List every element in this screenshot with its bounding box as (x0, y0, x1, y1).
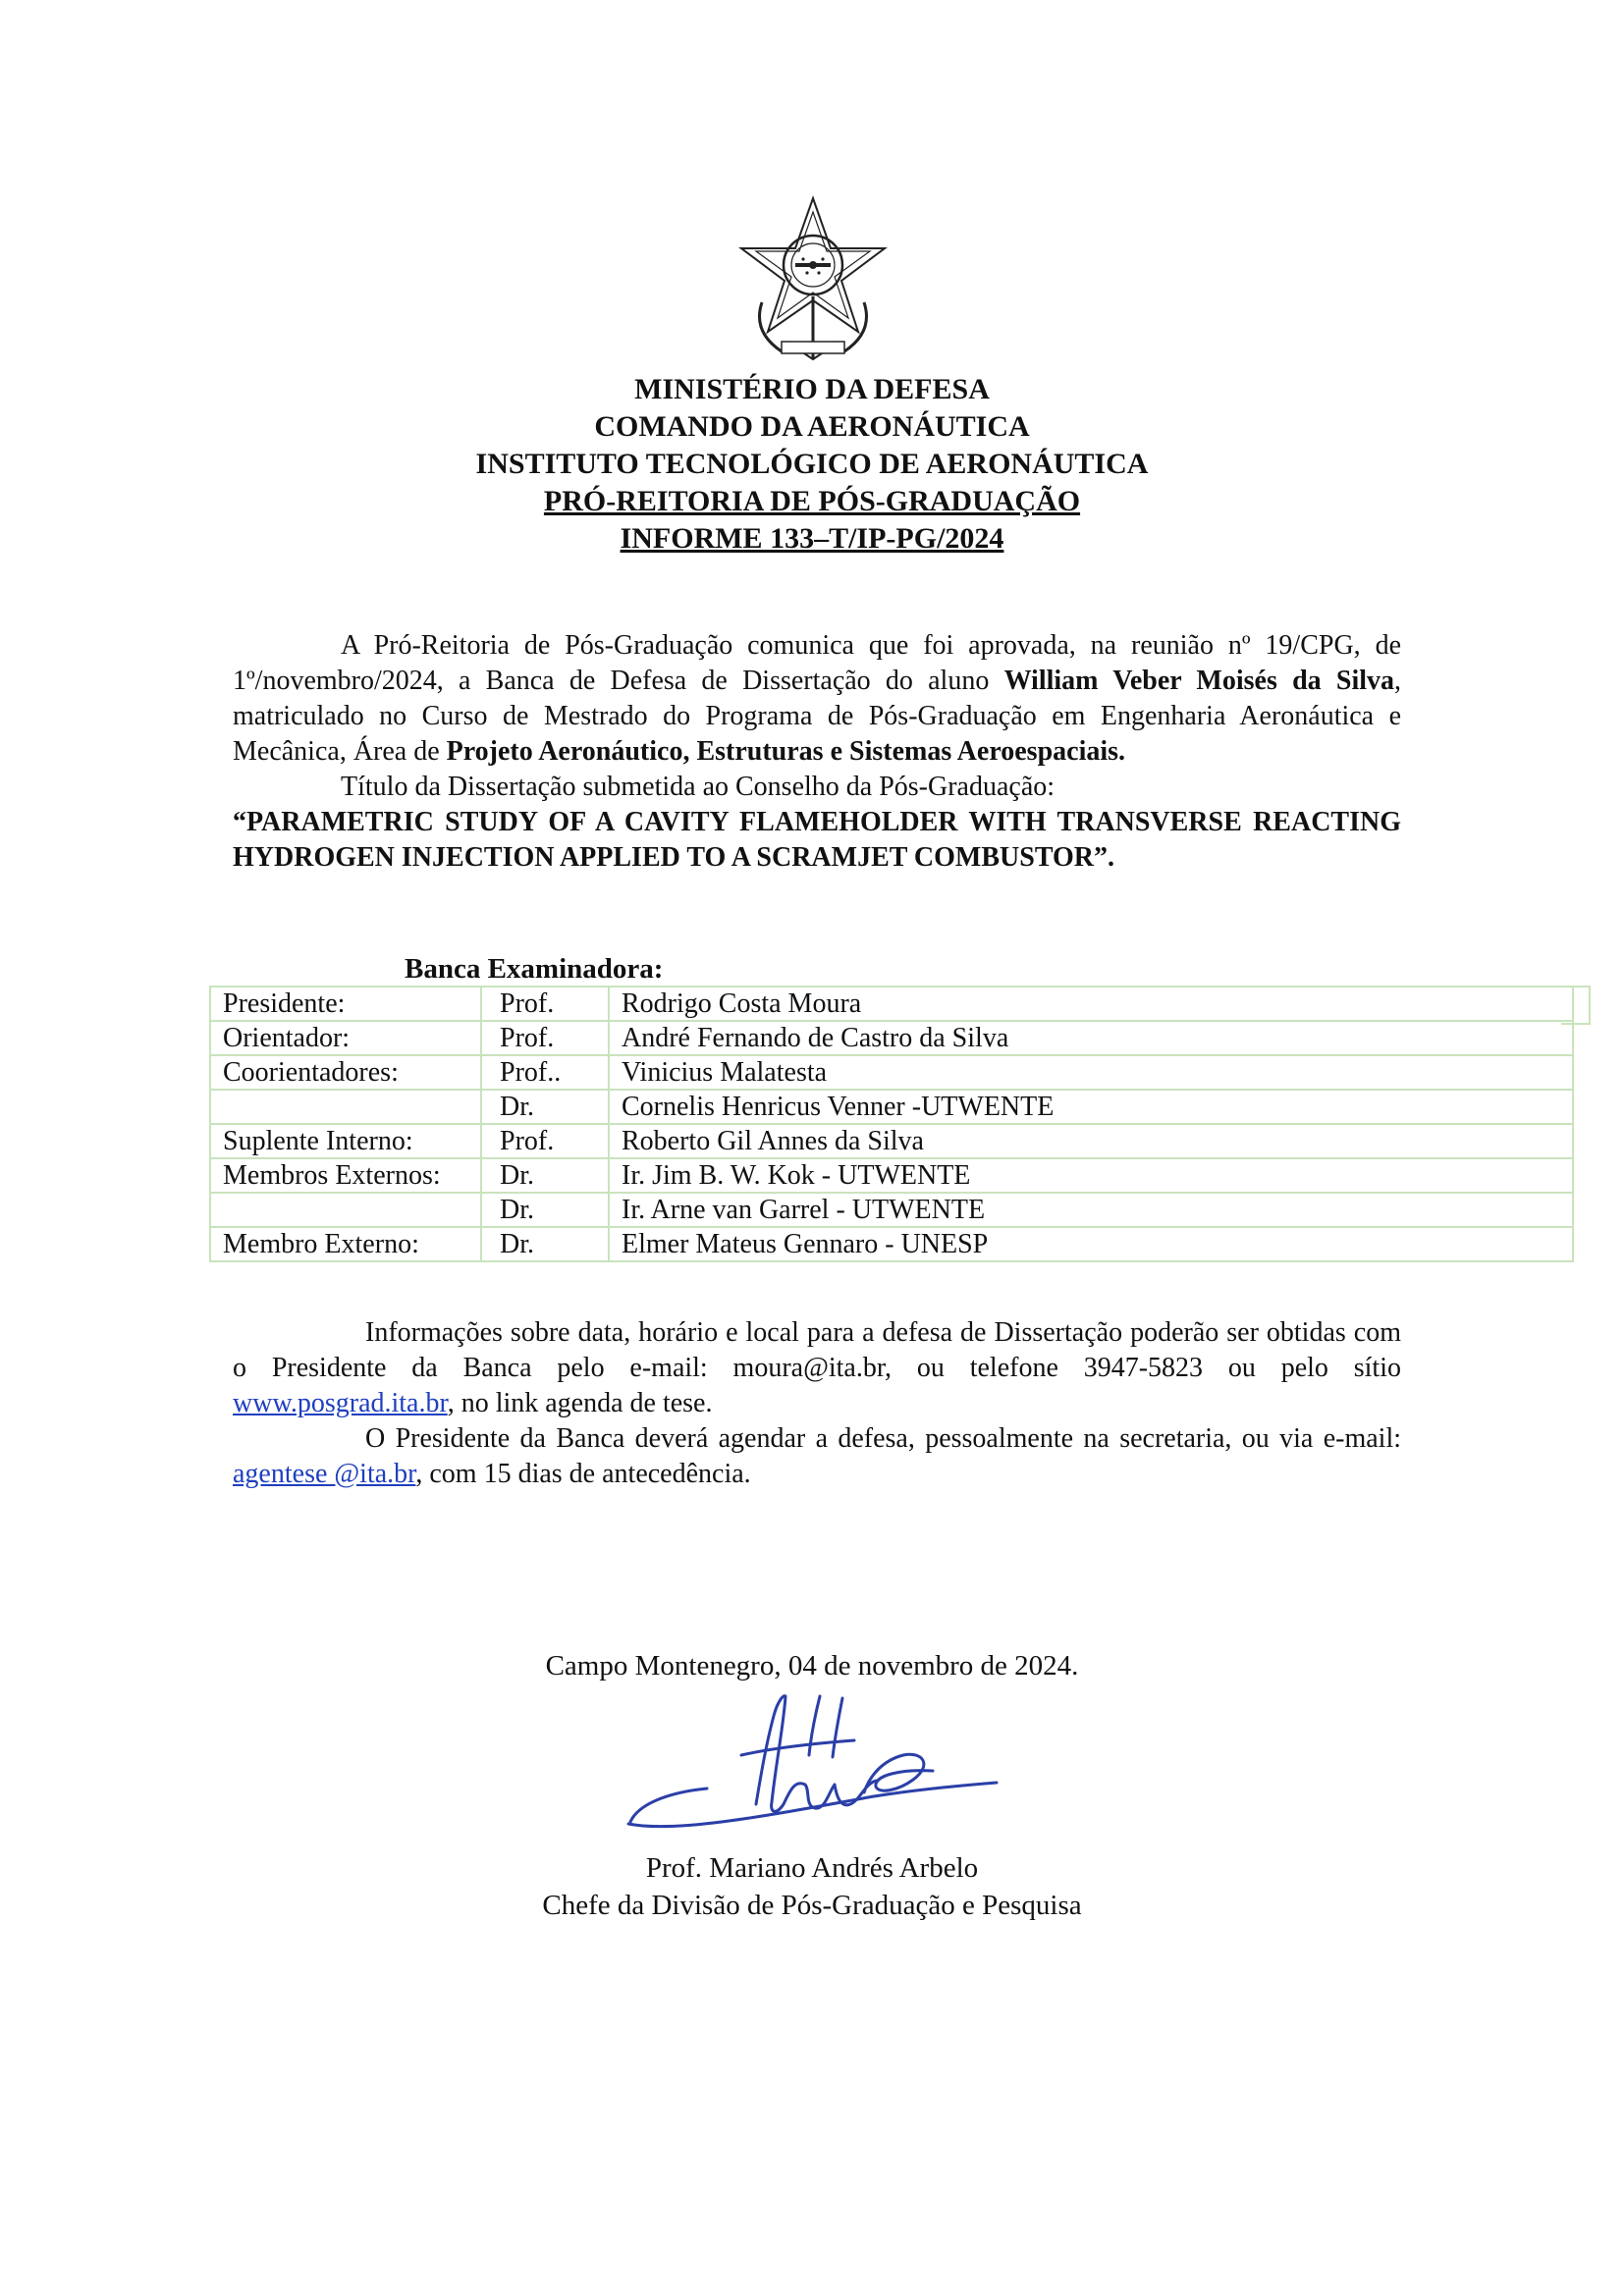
banca-row (210, 1158, 1573, 1193)
banca-title-cell: Dr. (481, 1227, 609, 1261)
info-section (233, 1315, 1401, 1492)
posgrad-site-link[interactable]: www.posgrad.ita.br (233, 1388, 448, 1418)
informe-text: INFORME 133–T/IP-PG/2024 (620, 522, 1004, 555)
command-heading: COMANDO DA AERONÁUTICA (594, 410, 1030, 443)
coat-of-arms-seal (732, 194, 894, 366)
banca-role: Orientador: (210, 1021, 481, 1055)
handwritten-signature (619, 1686, 1001, 1843)
banca-title-cell: Prof. (481, 1021, 609, 1055)
banca-role: Membro Externo: (210, 1227, 481, 1261)
signer-name: Prof. Mariano Andrés Arbelo (645, 1852, 979, 1884)
banca-title-cell: Dr. (481, 1090, 609, 1124)
dissertation-title: “PARAMETRIC STUDY OF A CAVITY FLAMEHOLDER WITH TRANSVERSE REACTING HYDROGEN INJECTION APPLIED TO A SCRAMJET COMBUSTOR”. (233, 807, 1401, 873)
banca-title-cell: Prof. (481, 987, 609, 1021)
approval-paragraph (233, 628, 1401, 770)
banca-row (210, 1090, 1573, 1124)
banca-member-name: André Fernando de Castro da Silva (609, 1021, 1573, 1055)
banca-row (210, 1124, 1573, 1158)
banca-member-name: Elmer Mateus Gennaro - UNESP (609, 1227, 1573, 1261)
banca-row (210, 1227, 1573, 1261)
banca-row (210, 1055, 1573, 1090)
title-intro: Título da Dissertação submetida ao Conselho da Pós-Graduação: (341, 772, 1056, 802)
banca-heading: Banca Examinadora: (405, 953, 664, 985)
banca-member-name: Ir. Jim B. W. Kok - UTWENTE (609, 1158, 1573, 1193)
contact-paragraph (233, 1315, 1401, 1421)
institute-heading: INSTITUTO TECNOLÓGICO DE AERONÁUTICA (475, 448, 1149, 480)
banca-row (210, 1021, 1573, 1055)
banca-title-cell: Dr. (481, 1158, 609, 1193)
ministry-heading: MINISTÉRIO DA DEFESA (634, 373, 990, 405)
banca-title-cell: Prof.. (481, 1055, 609, 1090)
approval-text-b: , a Banca de Defesa de Dissertação do aluno (436, 666, 1004, 696)
banca-row (210, 987, 1573, 1021)
banca-role: Suplente Interno: (210, 1124, 481, 1158)
banca-title-cell: Prof. (481, 1124, 609, 1158)
banca-row (210, 1193, 1573, 1227)
pro-rectory-heading (0, 483, 1624, 520)
place-date: Campo Montenegro, 04 de novembro de 2024. (545, 1650, 1079, 1682)
announcement-body (233, 628, 1401, 876)
banca-title-cell: Dr. (481, 1193, 609, 1227)
scheduling-text-a: O Presidente da Banca deverá agendar a defesa, pessoalmente na secretaria, ou via e-mail: (365, 1423, 1401, 1454)
banca-table (209, 986, 1574, 1262)
signer-role: Chefe da Divisão de Pós-Graduação e Pesquisa (542, 1890, 1082, 1921)
contact-text-b: , no link agenda de tese. (447, 1388, 713, 1418)
banca-role (210, 1193, 481, 1227)
research-area: Projeto Aeronáutico, Estruturas e Sistemas Aeroespaciais. (446, 736, 1126, 767)
banca-role: Presidente: (210, 987, 481, 1021)
banca-member-name: Ir. Arne van Garrel - UTWENTE (609, 1193, 1573, 1227)
banca-member-name: Roberto Gil Annes da Silva (609, 1124, 1573, 1158)
banca-role (210, 1090, 481, 1124)
banca-role: Membros Externos: (210, 1158, 481, 1193)
agentese-email-link[interactable]: agentese @ita.br (233, 1459, 416, 1489)
informe-number (0, 520, 1624, 558)
banca-member-name: Cornelis Henricus Venner -UTWENTE (609, 1090, 1573, 1124)
contact-text-a: Informações sobre data, horário e local para a defesa de Dissertação poderão ser obtidas com o Presidente da Banca pelo e-mail: moura@ita.br, ou telefone 3947-5823 ou pelo sítio (233, 1317, 1401, 1383)
approval-text-c: , matriculado no Curso de Mestrado do Programa de Pós-Graduação em Engenharia Aeronáutica e Mecânica, Área de (233, 666, 1402, 767)
scheduling-text-b: , com 15 dias de antecedência. (415, 1459, 751, 1489)
banca-table-body (210, 987, 1573, 1261)
banca-member-name: Vinicius Malatesta (609, 1055, 1573, 1090)
approval-text-a: A Pró-Reitoria de Pós-Graduação comunica que foi aprovada, na reunião nº 19/CPG, de 1º/novembro/2024 (233, 630, 1401, 696)
banca-role: Coorientadores: (210, 1055, 481, 1090)
student-name: William Veber Moisés da Silva (1003, 666, 1395, 696)
pro-rectory-text: PRÓ-REITORIA DE PÓS-GRADUAÇÃO (543, 485, 1081, 517)
scheduling-paragraph (233, 1421, 1401, 1492)
banca-member-name: Rodrigo Costa Moura (609, 987, 1573, 1021)
